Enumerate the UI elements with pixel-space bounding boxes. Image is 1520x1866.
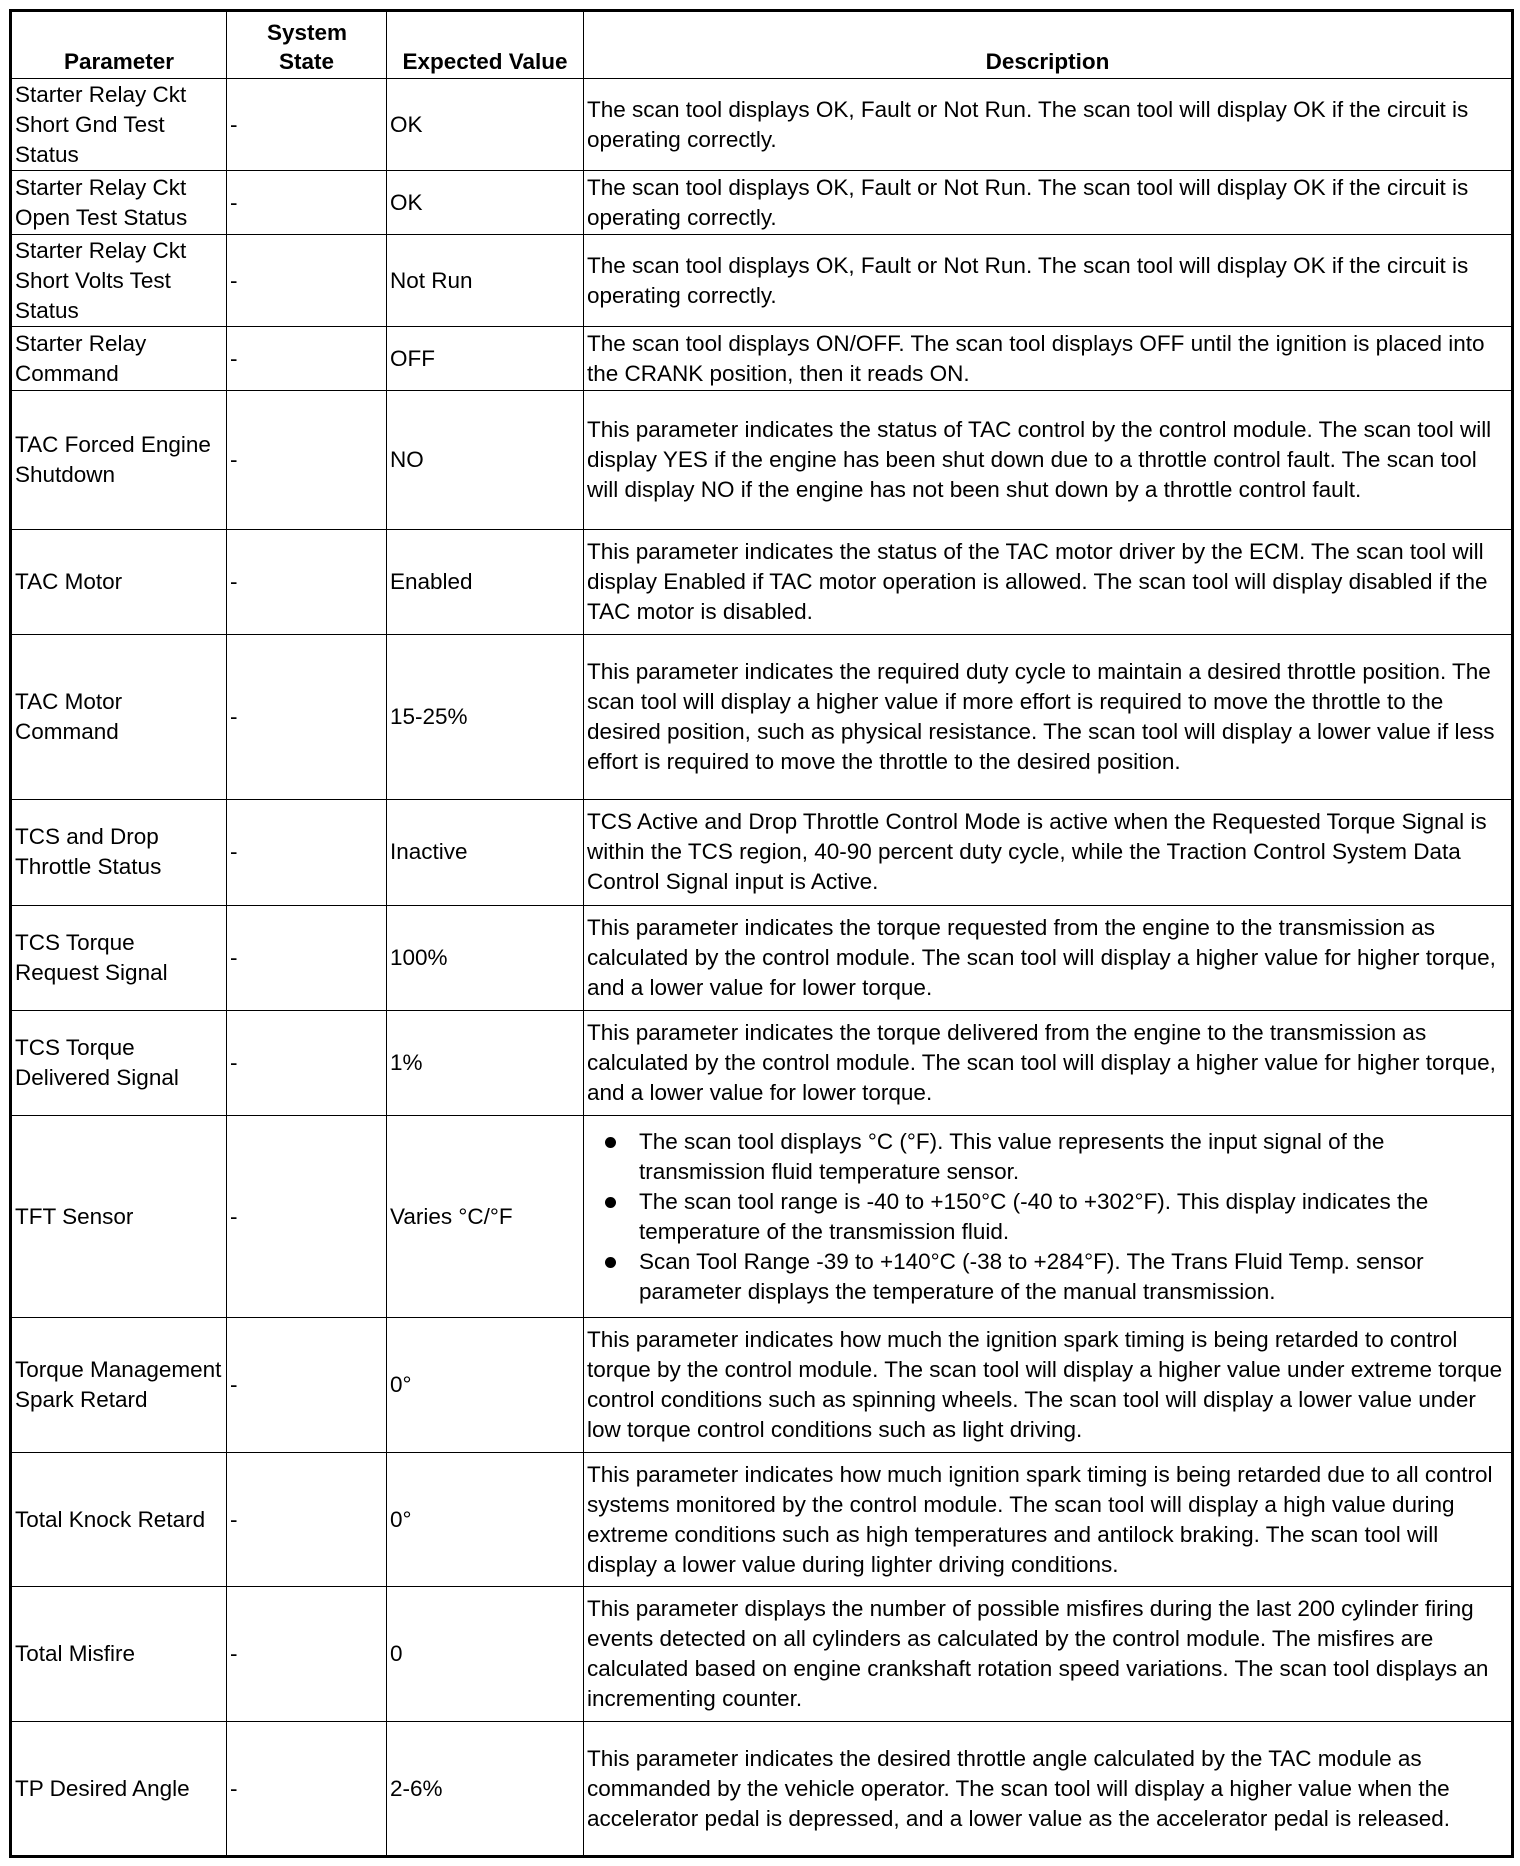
expected-value-cell: Varies °C/°F [387,1116,584,1318]
parameter-cell: TCS Torque Request Signal [11,905,227,1010]
system-state-cell: - [227,171,387,235]
table-row [11,79,1513,171]
bullet-icon [605,1137,616,1148]
table-row [11,1587,1513,1722]
parameter-cell: TP Desired Angle [11,1722,227,1857]
table-row [11,391,1513,530]
expected-value-cell: 15-25% [387,635,584,800]
system-state-cell: - [227,1010,387,1115]
table-row [11,1010,1513,1115]
parameter-cell: Total Misfire [11,1587,227,1722]
bullet-icon [605,1257,616,1268]
parameter-cell: TAC Motor [11,529,227,634]
table-row [11,635,1513,800]
system-state-cell: - [227,800,387,905]
header-system-state: System State [227,11,387,79]
expected-value-cell: Inactive [387,800,584,905]
table-row [11,1452,1513,1587]
header-parameter: Parameter [11,11,227,79]
list-item [587,1127,1508,1187]
expected-value-cell: 100% [387,905,584,1010]
bullet-list [587,1127,1508,1307]
bullet-text: Scan Tool Range -39 to +140°C (-38 to +284°F). The Trans Fluid Temp. sensor parameter displays the temperature of the manual transmission. [639,1248,1424,1304]
description-cell: This parameter indicates the torque requested from the engine to the transmission as calculated by the control module. The scan tool will display a higher value for higher torque, and a lower value for lower torque. [584,905,1513,1010]
system-state-cell: - [227,1317,387,1452]
system-state-cell: - [227,1116,387,1318]
parameter-cell: Starter Relay Ckt Short Volts Test Status [11,235,227,327]
system-state-cell: - [227,327,387,391]
description-cell [584,1116,1513,1318]
parameter-cell: TCS Torque Delivered Signal [11,1010,227,1115]
description-cell: This parameter indicates the torque delivered from the engine to the transmission as calculated by the control module. The scan tool will display a higher value for higher torque, and a lower value for lower torque. [584,1010,1513,1115]
description-cell: This parameter indicates the status of the TAC motor driver by the ECM. The scan tool will display Enabled if TAC motor operation is allowed. The scan tool will display disabled if the TAC motor is disabled. [584,529,1513,634]
table-row [11,235,1513,327]
table-row [11,1317,1513,1452]
description-cell: This parameter indicates the status of TAC control by the control module. The scan tool will display YES if the engine has been shut down due to a throttle control fault. The scan tool will display NO if the engine has not been shut down by a throttle control fault. [584,391,1513,530]
description-cell: This parameter indicates the required duty cycle to maintain a desired throttle position. The scan tool will display a higher value if more effort is required to move the throttle to the desired position, such as physical resistance. The scan tool will display a lower value if less effort is required to move the throttle to the desired position. [584,635,1513,800]
parameter-table [9,9,1514,1858]
system-state-cell: - [227,1722,387,1857]
expected-value-cell: 2-6% [387,1722,584,1857]
description-cell: The scan tool displays ON/OFF. The scan tool displays OFF until the ignition is placed into the CRANK position, then it reads ON. [584,327,1513,391]
parameter-cell: TAC Motor Command [11,635,227,800]
system-state-cell: - [227,235,387,327]
system-state-cell: - [227,905,387,1010]
list-item [587,1187,1508,1247]
system-state-cell: - [227,635,387,800]
table-row [11,1722,1513,1857]
header-description: Description [584,11,1513,79]
header-row [11,11,1513,79]
table-row [11,905,1513,1010]
description-cell: TCS Active and Drop Throttle Control Mode is active when the Requested Torque Signal is within the TCS region, 40-90 percent duty cycle, while the Traction Control System Data Control Signal input is Active. [584,800,1513,905]
system-state-cell: - [227,1452,387,1587]
bullet-text: The scan tool range is -40 to +150°C (-40 to +302°F). This display indicates the temperature of the transmission fluid. [639,1188,1429,1244]
expected-value-cell: Enabled [387,529,584,634]
expected-value-cell: 0 [387,1587,584,1722]
bullet-text: The scan tool displays °C (°F). This value represents the input signal of the transmission fluid temperature sensor. [639,1128,1385,1184]
description-cell: The scan tool displays OK, Fault or Not Run. The scan tool will display OK if the circuit is operating correctly. [584,171,1513,235]
parameter-cell: TAC Forced Engine Shutdown [11,391,227,530]
parameter-cell: TCS and Drop Throttle Status [11,800,227,905]
system-state-cell: - [227,79,387,171]
expected-value-cell: 1% [387,1010,584,1115]
description-cell: The scan tool displays OK, Fault or Not Run. The scan tool will display OK if the circuit is operating correctly. [584,79,1513,171]
list-item [587,1247,1508,1307]
expected-value-cell: 0° [387,1452,584,1587]
parameter-cell: Starter Relay Ckt Short Gnd Test Status [11,79,227,171]
expected-value-cell: OK [387,79,584,171]
description-cell: This parameter indicates how much the ignition spark timing is being retarded to control torque by the control module. The scan tool will display a higher value under extreme torque control conditions such as spinning wheels. The scan tool will display a lower value under low torque control conditions such as light driving. [584,1317,1513,1452]
table-row [11,171,1513,235]
description-cell: This parameter indicates the desired throttle angle calculated by the TAC module as commanded by the vehicle operator. The scan tool will display a higher value when the accelerator pedal is depressed, and a lower value as the accelerator pedal is released. [584,1722,1513,1857]
table-row [11,327,1513,391]
system-state-cell: - [227,1587,387,1722]
parameter-cell: Starter Relay Ckt Open Test Status [11,171,227,235]
parameter-cell: Starter Relay Command [11,327,227,391]
table-row [11,529,1513,634]
table-row [11,800,1513,905]
system-state-cell: - [227,529,387,634]
description-cell: The scan tool displays OK, Fault or Not Run. The scan tool will display OK if the circuit is operating correctly. [584,235,1513,327]
expected-value-cell: OK [387,171,584,235]
bullet-icon [605,1197,616,1208]
expected-value-cell: Not Run [387,235,584,327]
parameter-cell: TFT Sensor [11,1116,227,1318]
parameter-cell: Torque Management Spark Retard [11,1317,227,1452]
parameter-cell: Total Knock Retard [11,1452,227,1587]
table-row [11,1116,1513,1318]
expected-value-cell: OFF [387,327,584,391]
header-expected-value: Expected Value [387,11,584,79]
system-state-cell: - [227,391,387,530]
expected-value-cell: NO [387,391,584,530]
expected-value-cell: 0° [387,1317,584,1452]
description-cell: This parameter displays the number of possible misfires during the last 200 cylinder firing events detected on all cylinders as calculated by the control module. The misfires are calculated based on engine crankshaft rotation speed variations. The scan tool displays an incrementing counter. [584,1587,1513,1722]
description-cell: This parameter indicates how much ignition spark timing is being retarded due to all control systems monitored by the control module. The scan tool will display a high value during extreme conditions such as high temperatures and antilock braking. The scan tool will display a lower value during lighter driving conditions. [584,1452,1513,1587]
